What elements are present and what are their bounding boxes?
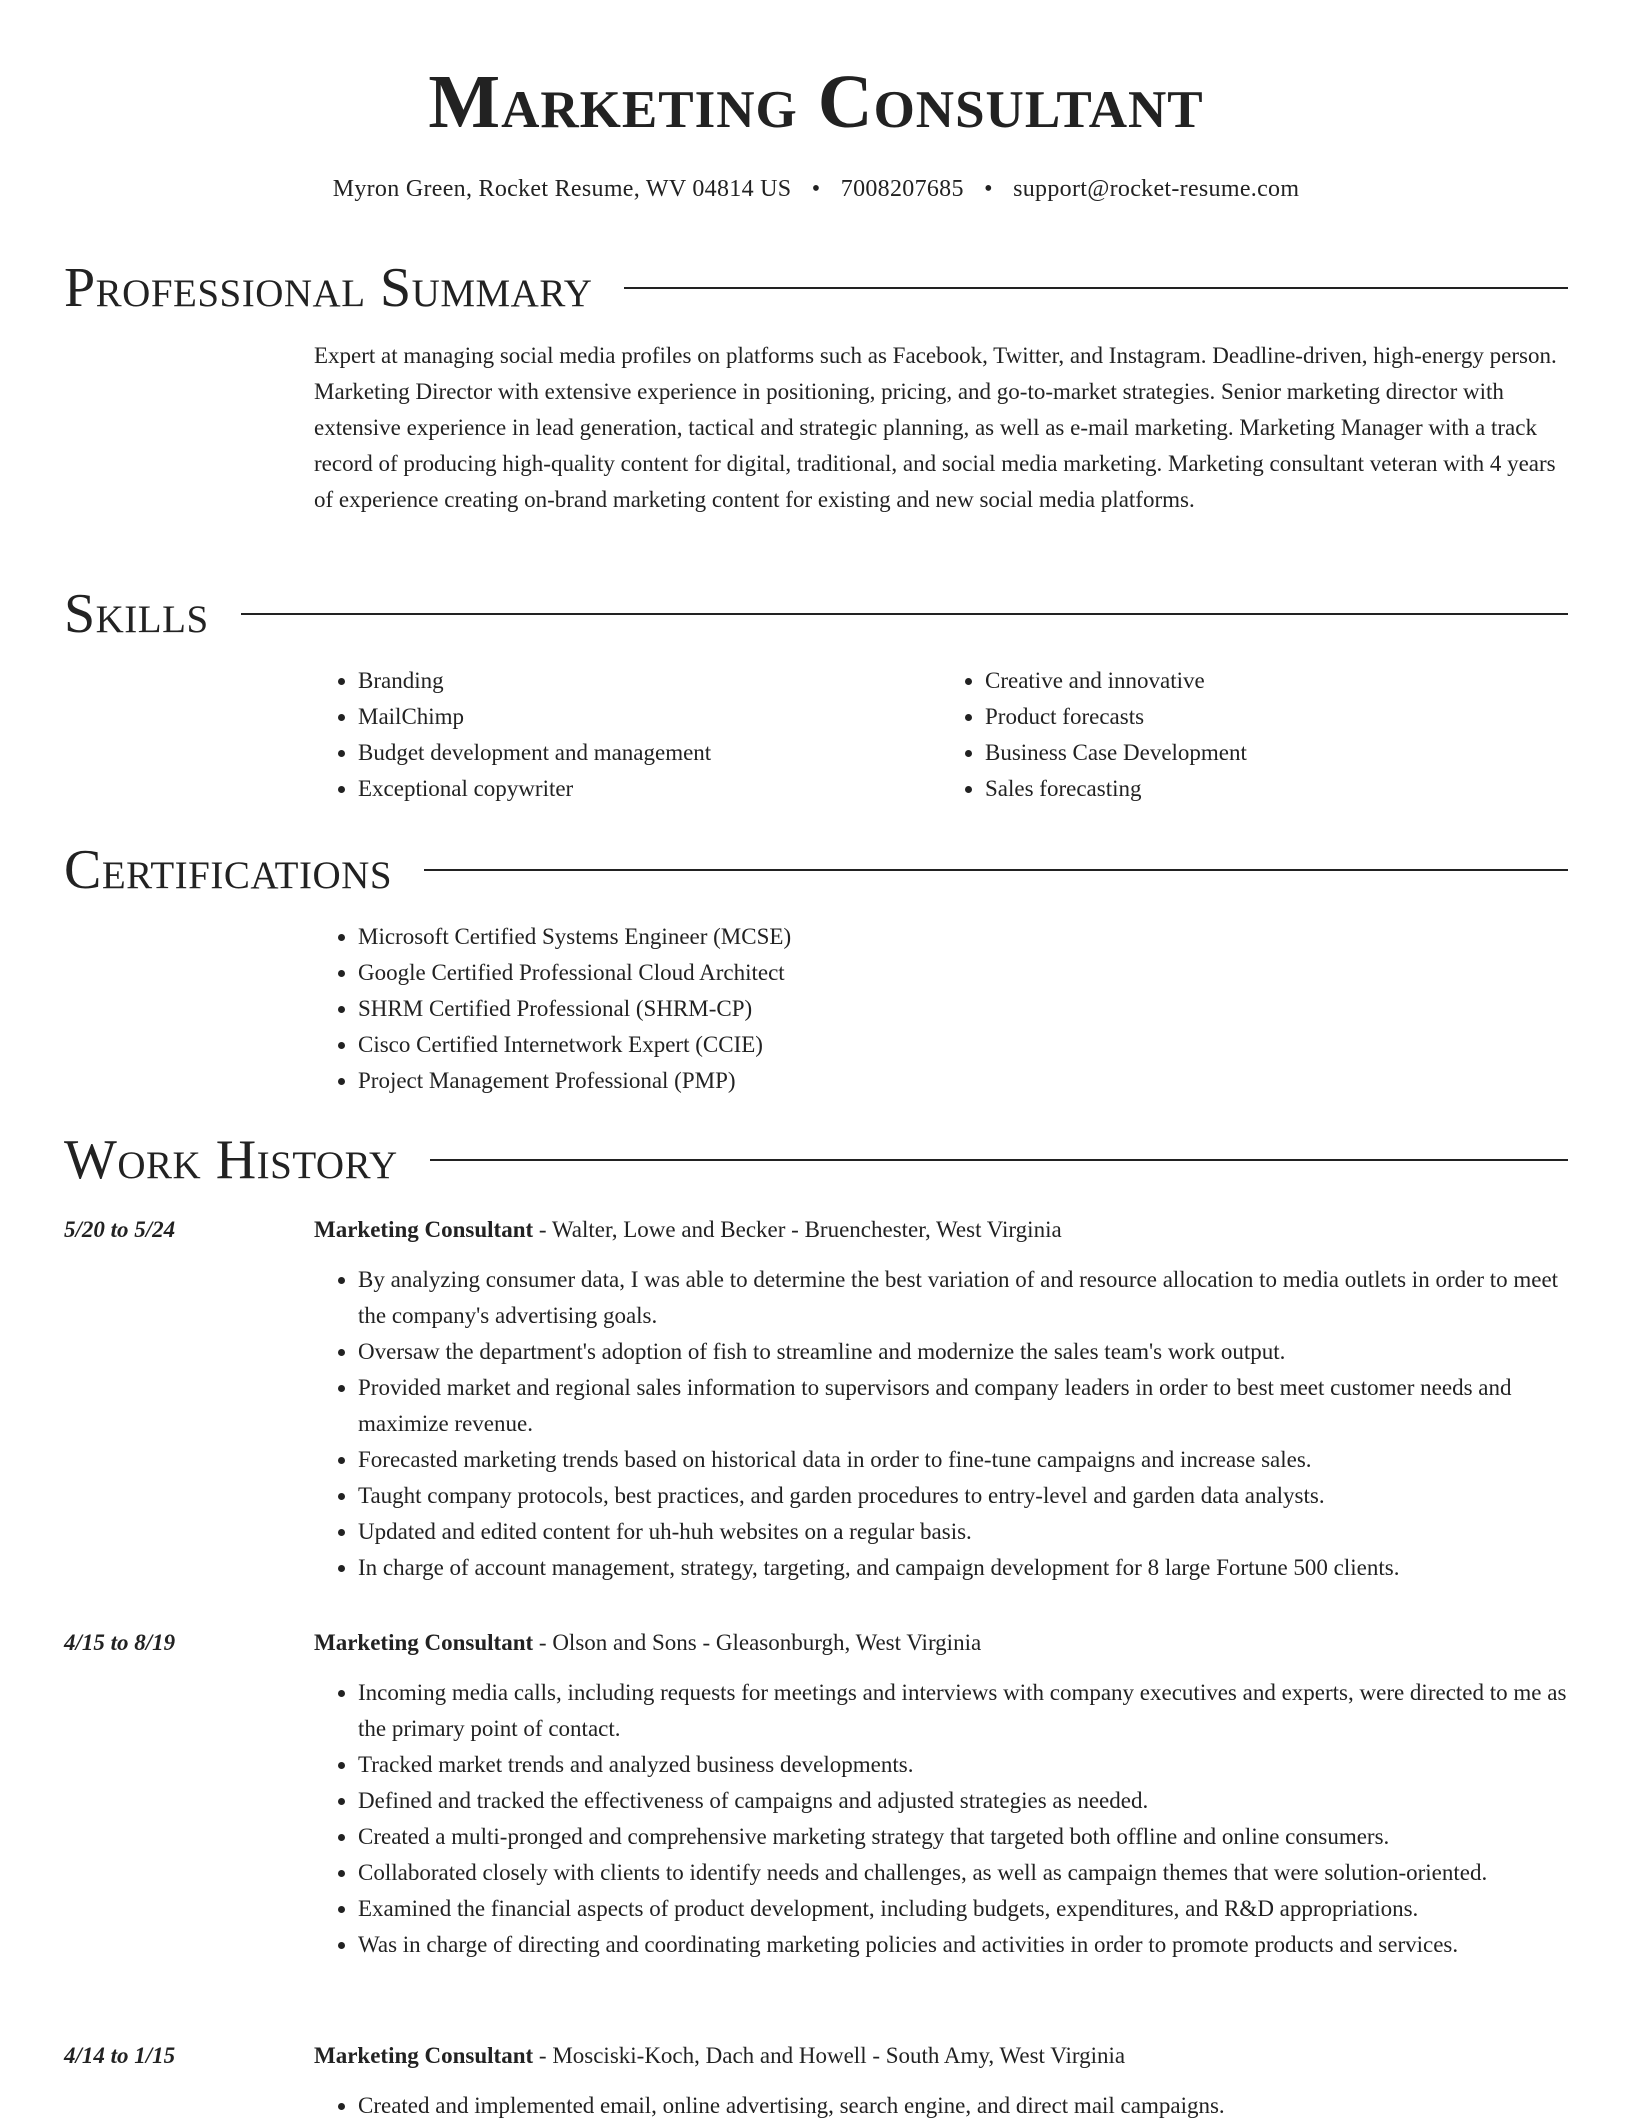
skills-section-header bbox=[64, 583, 1568, 645]
job-bullet: • Taught company protocols, best practices, and garden procedures to entry-level and garden data analysts. bbox=[358, 1478, 1568, 1514]
work-history-heading: Work History bbox=[64, 1129, 398, 1191]
certification-item: • SHRM Certified Professional (SHRM-CP) bbox=[358, 991, 1568, 1027]
contact-separator: • bbox=[811, 176, 821, 202]
skills-heading: Skills bbox=[64, 583, 209, 645]
certification-item: • Google Certified Professional Cloud Architect bbox=[358, 955, 1568, 991]
job-bullet: • In charge of account management, strategy, targeting, and campaign development for 8 large Fortune 500 clients. bbox=[358, 1550, 1568, 1586]
job-bullet: • Was in charge of directing and coordinating marketing policies and activities in order to promote products and services. bbox=[358, 1927, 1568, 1963]
certifications-list bbox=[314, 919, 1568, 1099]
skills-list-right bbox=[941, 663, 1568, 807]
job-bullet: • Updated and edited content for uh-huh websites on a regular basis. bbox=[358, 1514, 1568, 1550]
job-bullet: • Collaborated closely with clients to identify needs and challenges, as well as campaign themes that were solution-oriented. bbox=[358, 1855, 1568, 1891]
summary-block bbox=[314, 338, 1568, 518]
summary-heading: Professional Summary bbox=[64, 257, 593, 319]
job-bullet: • By analyzing consumer data, I was able to determine the best variation of and resource allocation to media outlets in order to meet the company's advertising goals. bbox=[358, 1262, 1568, 1334]
job-bullet: • Oversaw the department's adoption of fish to streamline and modernize the sales team's work output. bbox=[358, 1334, 1568, 1370]
job-entry bbox=[64, 1625, 1568, 1963]
skills-block bbox=[314, 663, 1568, 807]
skill-item: • Product forecasts bbox=[985, 699, 1568, 735]
job-header bbox=[64, 2038, 1568, 2074]
contact-line bbox=[0, 176, 1632, 203]
job-heading bbox=[314, 1212, 1062, 1248]
job-bullet: • Defined and tracked the effectiveness of campaigns and adjusted strategies as needed. bbox=[358, 1783, 1568, 1819]
summary-text: Expert at managing social media profiles on platforms such as Facebook, Twitter, and Instagram. Deadline-driven, high-energy person. Marketing Director with extensive experience in positioning, pricing, and go-to-market strategies. Senior marketing director with extensive experience in lead generation, tactical and strategic planning, as well as e-mail marketing. Marketing Manager with a track record of producing high-quality content for digital, traditional, and social media marketing. Marketing consultant veteran with 4 years of experience creating on-brand marketing content for existing and new social media platforms. bbox=[314, 343, 1557, 512]
job-title: Marketing Consultant bbox=[314, 2043, 534, 2068]
resume-title: Marketing Consultant bbox=[428, 60, 1204, 144]
skill-item: • Business Case Development bbox=[985, 735, 1568, 771]
job-title: Marketing Consultant bbox=[314, 1630, 534, 1655]
job-dates: 4/15 to 8/19 bbox=[64, 1630, 176, 1655]
certifications-block bbox=[314, 919, 1568, 1099]
job-company: - Mosciski-Koch, Dach and Howell - South Amy, West Virginia bbox=[533, 2043, 1126, 2068]
job-title: Marketing Consultant bbox=[314, 1217, 534, 1242]
section-divider bbox=[424, 869, 1568, 871]
job-entry bbox=[64, 2038, 1568, 2124]
job-bullet: • Tracked market trends and analyzed business developments. bbox=[358, 1747, 1568, 1783]
job-heading bbox=[314, 1625, 981, 1661]
skill-item: • Exceptional copywriter bbox=[358, 771, 941, 807]
job-header bbox=[64, 1625, 1568, 1661]
job-bullet: • Provided market and regional sales information to supervisors and company leaders in order to best meet customer needs and maximize revenue. bbox=[358, 1370, 1568, 1442]
skill-item: • Sales forecasting bbox=[985, 771, 1568, 807]
job-header bbox=[64, 1212, 1568, 1248]
job-company: - Olson and Sons - Gleasonburgh, West Virginia bbox=[533, 1630, 982, 1655]
certification-item: • Cisco Certified Internetwork Expert (CCIE) bbox=[358, 1027, 1568, 1063]
job-company: - Walter, Lowe and Becker - Bruenchester, West Virginia bbox=[533, 1217, 1062, 1242]
contact-address: Myron Green, Rocket Resume, WV 04814 US bbox=[332, 176, 792, 202]
contact-phone: 7008207685 bbox=[840, 176, 964, 202]
skills-list-left bbox=[314, 663, 941, 807]
job-entry bbox=[64, 1212, 1568, 1586]
contact-separator: • bbox=[984, 176, 993, 202]
job-bullets bbox=[314, 2088, 1568, 2124]
certification-item: • Microsoft Certified Systems Engineer (MCSE) bbox=[358, 919, 1568, 955]
job-bullet: • Forecasted marketing trends based on historical data in order to fine-tune campaigns and increase sales. bbox=[358, 1442, 1568, 1478]
job-dates: 4/14 to 1/15 bbox=[64, 2043, 176, 2068]
skill-item: • Budget development and management bbox=[358, 735, 941, 771]
job-bullet: • Examined the financial aspects of product development, including budgets, expenditures, and R&D appropriations. bbox=[358, 1891, 1568, 1927]
section-divider bbox=[624, 287, 1568, 289]
certifications-section-header bbox=[64, 839, 1568, 901]
job-bullet: • Incoming media calls, including requests for meetings and interviews with company executives and experts, were directed to me as the primary point of contact. bbox=[358, 1675, 1568, 1747]
section-divider bbox=[241, 613, 1568, 615]
job-dates: 5/20 to 5/24 bbox=[64, 1217, 176, 1242]
job-bullet: • Created a multi-pronged and comprehensive marketing strategy that targeted both offline and online consumers. bbox=[358, 1819, 1568, 1855]
contact-email: support@rocket-resume.com bbox=[1013, 176, 1300, 202]
summary-section-header bbox=[64, 257, 1568, 319]
job-heading bbox=[314, 2038, 1125, 2074]
skill-item: • MailChimp bbox=[358, 699, 941, 735]
work-history-section-header bbox=[64, 1129, 1568, 1191]
skill-item: • Creative and innovative bbox=[985, 663, 1568, 699]
job-bullets bbox=[314, 1262, 1568, 1586]
job-bullet: • Created and implemented email, online advertising, search engine, and direct mail campaigns. bbox=[358, 2088, 1568, 2124]
section-divider bbox=[430, 1159, 1568, 1161]
certifications-heading: Certifications bbox=[64, 839, 393, 901]
job-bullets bbox=[314, 1675, 1568, 1963]
skill-item: • Branding bbox=[358, 663, 941, 699]
certification-item: • Project Management Professional (PMP) bbox=[358, 1063, 1568, 1099]
